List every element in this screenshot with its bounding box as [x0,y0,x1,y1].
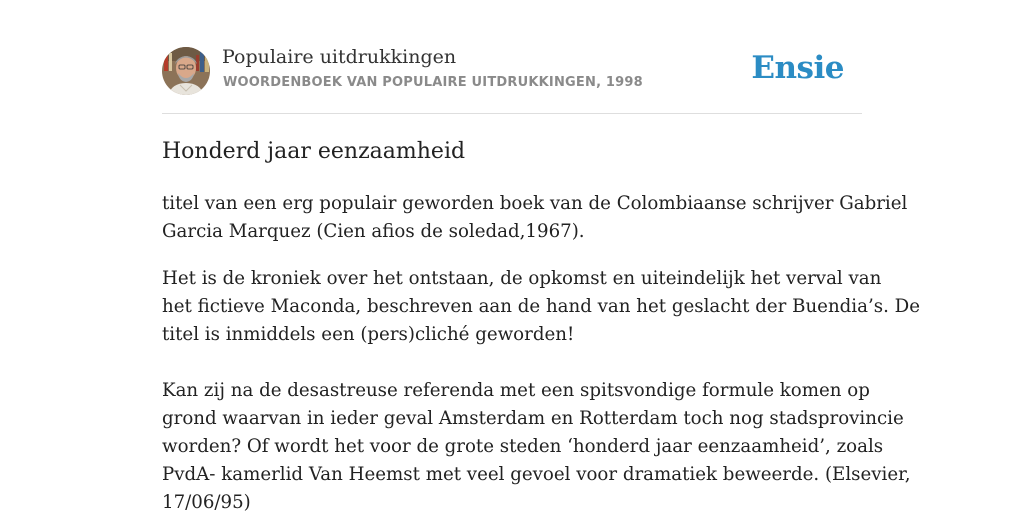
paragraph-line: 17/06/95) [162,492,251,512]
paragraph-line: Kan zij na de desastreuse referenda met een spitsvondige formule komen op [162,380,870,401]
paragraph-line: Garcia Marquez (Cien afios de soledad,1967). [162,221,585,242]
source-name[interactable]: Populaire uitdrukkingen [222,46,457,68]
entry-paragraph-3 [162,377,911,512]
author-photo-icon [162,47,210,95]
source-subtitle: WOORDENBOEK VAN POPULAIRE UITDRUKKINGEN, 1998 [223,75,643,90]
paragraph-line: grond waarvan in ieder geval Amsterdam en Rotterdam toch nog stadsprovincie [162,408,904,429]
entry-page [162,0,920,512]
entry-title: Honderd jaar eenzaamheid [162,139,466,164]
paragraph-line: titel van een erg populair geworden boek van de Colombiaanse schrijver Gabriel [162,193,908,214]
paragraph-line: worden? Of wordt het voor de grote steden ‘honderd jaar eenzaamheid’, zoals [162,436,884,457]
entry-paragraph-2 [162,265,920,349]
entry-paragraph-1 [162,190,908,246]
paragraph-line: PvdA- kamerlid Van Heemst met veel gevoel voor dramatiek beweerde. (Elsevier, [162,464,911,485]
ensie-logo-link[interactable]: Ensie [751,50,844,86]
header-divider [162,113,862,114]
paragraph-line: titel is inmiddels een (pers)cliché geworden! [162,324,575,345]
paragraph-line: Het is de kroniek over het ontstaan, de opkomst en uiteindelijk het verval van [162,268,882,289]
source-header [162,46,862,96]
author-avatar[interactable] [162,47,210,95]
paragraph-line: het fictieve Maconda, beschreven aan de hand van het geslacht der Buendia’s. De [162,296,920,317]
